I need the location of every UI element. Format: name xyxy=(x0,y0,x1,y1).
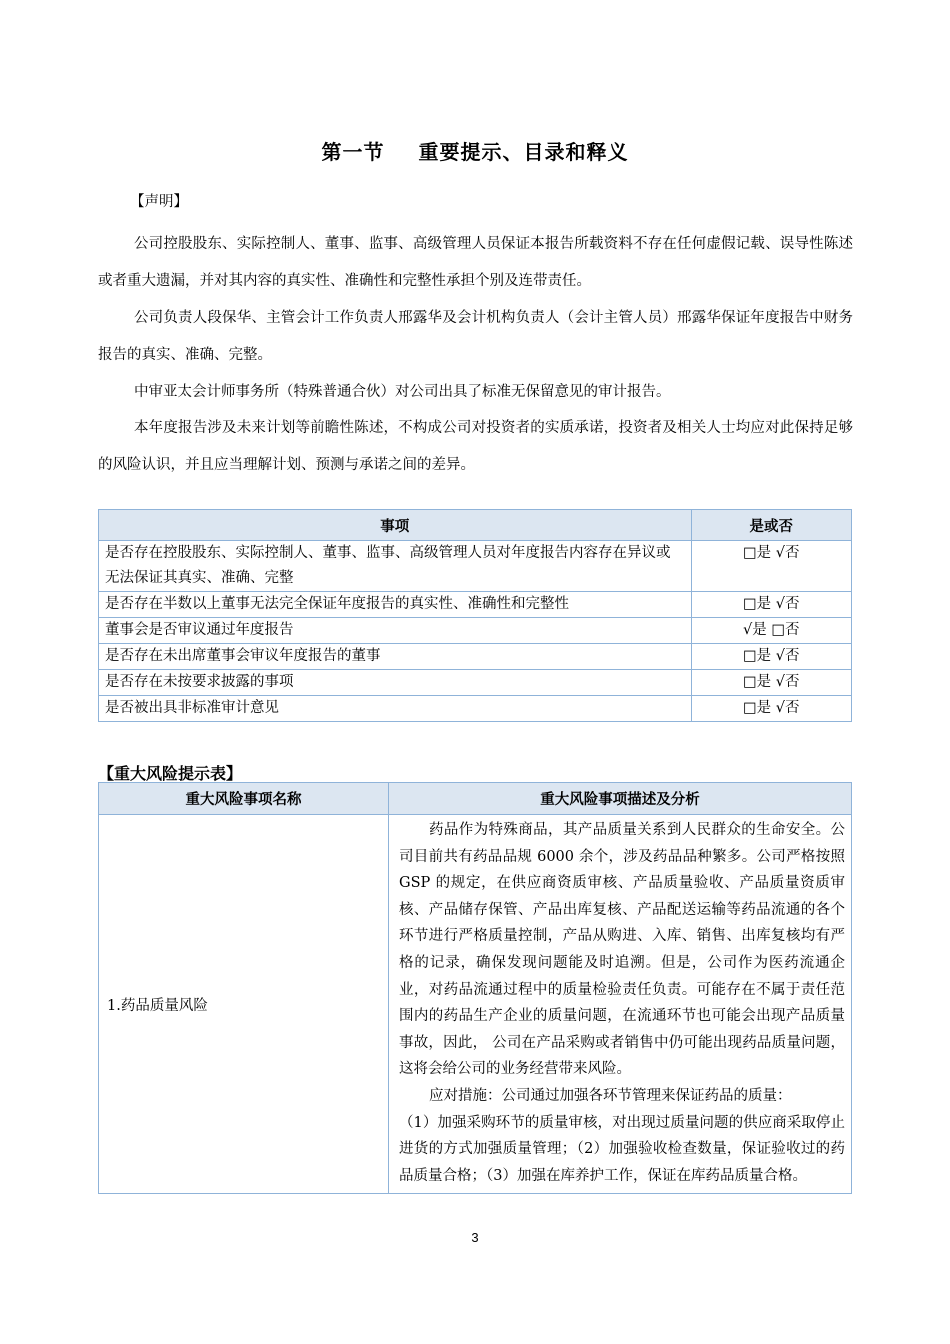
table-header-row xyxy=(99,783,852,815)
column-header-risk-name: 重大风险事项名称 xyxy=(99,783,389,815)
table-header-row xyxy=(99,510,852,541)
risk-name-cell: 1.药品质量风险 xyxy=(99,815,389,1194)
declaration-paragraph: 中审亚太会计师事务所（特殊普通合伙）对公司出具了标准无保留意见的审计报告。 xyxy=(134,384,671,400)
risk-countermeasure-detail: （1）加强采购环节的质量审核，对出现过质量问题的供应商采取停止进货的方式加强质量管理；（2）加强验收检查数量，保证验收过的药品质量合格；（3）加强在库养护工作，保证在库药品质量合格。 xyxy=(399,1114,845,1184)
risk-description-cell xyxy=(389,815,852,1194)
item-cell: 是否存在半数以上董事无法完全保证年度报告的真实性、准确性和完整性 xyxy=(99,592,692,618)
answer-cell: □是 √否 xyxy=(691,644,852,670)
table-row xyxy=(99,541,852,592)
declaration-paragraph: 公司控股股东、实际控制人、董事、监事、高级管理人员保证本报告所载资料不存在任何虚假记载、误导性陈述或者重大遗漏，并对其内容的真实性、准确性和完整性承担个别及连带责任。 xyxy=(98,236,853,289)
column-header-risk-description: 重大风险事项描述及分析 xyxy=(389,783,852,815)
declaration-heading: 【声明】 xyxy=(130,194,188,210)
table-row xyxy=(99,696,852,722)
section-number: 第一节 xyxy=(321,140,385,164)
answer-cell: □是 √否 xyxy=(691,670,852,696)
risk-countermeasure-intro: 应对措施：公司通过加强各环节管理来保证药品的质量： xyxy=(429,1087,792,1104)
risk-description-paragraph: 药品作为特殊商品，其产品质量关系到人民群众的生命安全。公司目前共有药品品规 6000 余个，涉及药品品种繁多。公司严格按照 GSP 的规定，在供应商资质审核、产品质量验收、产品质量资质审核、产品储存保管、产品出库复核、产品配送运输等药品流通的各个环节进行严格质量控制，产品从购进、入库、销售、出库复核均有严格的记录，确保发现问题能及时追溯。但是，公司作为医药流通企业，对药品流通过程中的质量检验责任负责。可能存在不属于责任范围内的药品生产企业的质量问题，在流通环节也可能会出现产品质量事故，因此， 公司在产品采购或者销售中仍可能出现药品质量问题，这将会给公司的业务经营带来风险。 xyxy=(399,822,845,1078)
column-header-answer: 是或否 xyxy=(691,510,852,541)
answer-cell: √是 □否 xyxy=(691,618,852,644)
page-title xyxy=(0,136,950,165)
answer-cell: □是 √否 xyxy=(691,592,852,618)
declaration-paragraph: 公司负责人段保华、主管会计工作负责人邢露华及会计机构负责人（会计主管人员）邢露华保证年度报告中财务报告的真实、准确、完整。 xyxy=(98,310,853,363)
table-row xyxy=(99,592,852,618)
table-row xyxy=(99,670,852,696)
item-cell: 董事会是否审议通过年度报告 xyxy=(99,618,692,644)
risk-table xyxy=(98,782,852,1194)
answer-cell: □是 √否 xyxy=(691,696,852,722)
table-row xyxy=(99,618,852,644)
page-number: 3 xyxy=(471,1230,479,1245)
item-cell: 是否存在控股股东、实际控制人、董事、监事、高级管理人员对年度报告内容存在异议或无法保证其真实、准确、完整 xyxy=(99,541,692,592)
table-row xyxy=(99,644,852,670)
declaration-paragraph: 本年度报告涉及未来计划等前瞻性陈述，不构成公司对投资者的实质承诺，投资者及相关人士均应对此保持足够的风险认识，并且应当理解计划、预测与承诺之间的差异。 xyxy=(98,420,853,473)
item-cell: 是否被出具非标准审计意见 xyxy=(99,696,692,722)
item-cell: 是否存在未按要求披露的事项 xyxy=(99,670,692,696)
answer-cell: □是 √否 xyxy=(691,541,852,592)
section-title: 重要提示、目录和释义 xyxy=(418,140,629,164)
column-header-item: 事项 xyxy=(99,510,692,541)
yes-no-table xyxy=(98,509,852,722)
item-cell: 是否存在未出席董事会审议年度报告的董事 xyxy=(99,644,692,670)
risk-table-heading: 【重大风险提示表】 xyxy=(98,764,243,783)
table-row xyxy=(99,815,852,1194)
